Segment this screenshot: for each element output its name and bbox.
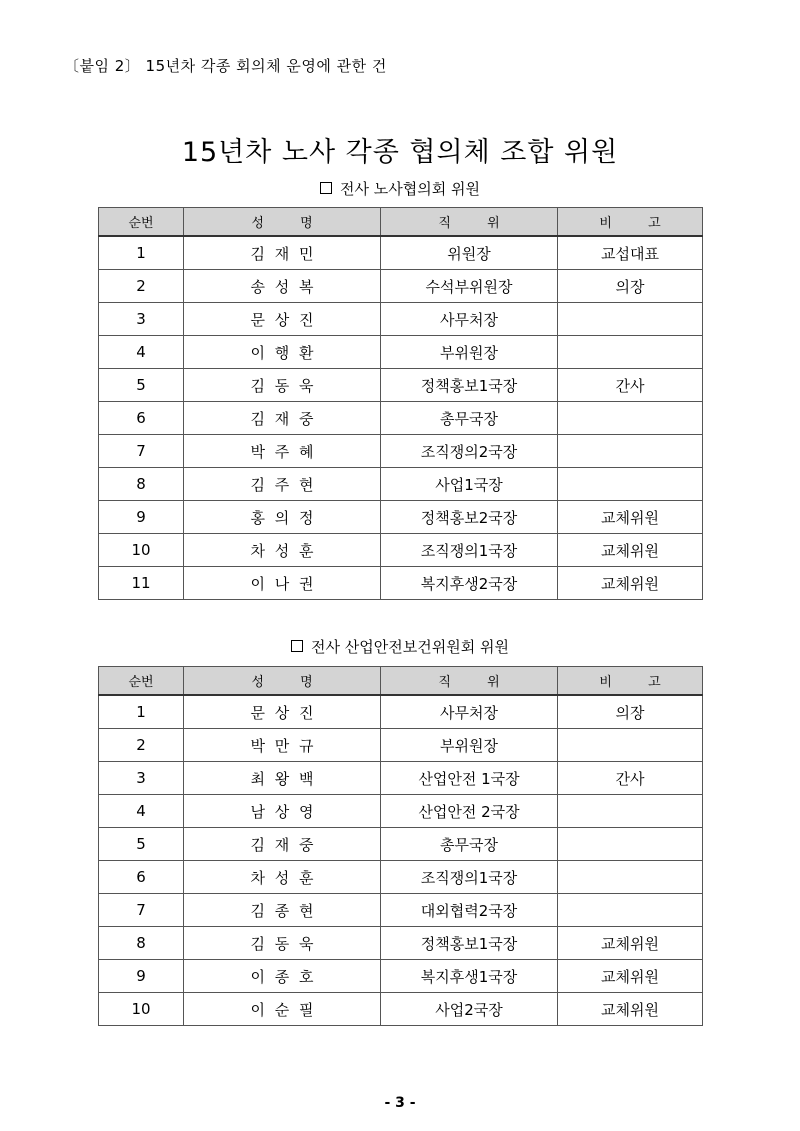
column-header-name: 성 명 <box>184 667 381 696</box>
cell-position: 조직쟁의1국장 <box>381 861 558 894</box>
cell-name: 이 나 권 <box>184 567 381 600</box>
cell-name: 이 행 환 <box>184 336 381 369</box>
cell-note <box>558 336 703 369</box>
table-row <box>99 894 703 927</box>
cell-name: 김 주 현 <box>184 468 381 501</box>
section2-title <box>0 636 800 657</box>
cell-position: 정책홍보1국장 <box>381 927 558 960</box>
cell-no: 7 <box>99 435 184 468</box>
table-row <box>99 729 703 762</box>
cell-name: 송 성 복 <box>184 270 381 303</box>
table-row <box>99 270 703 303</box>
cell-note <box>558 729 703 762</box>
cell-no: 2 <box>99 729 184 762</box>
cell-no: 1 <box>99 695 184 729</box>
cell-no: 9 <box>99 501 184 534</box>
table-row <box>99 435 703 468</box>
cell-name: 문 상 진 <box>184 303 381 336</box>
table-row <box>99 534 703 567</box>
cell-no: 8 <box>99 927 184 960</box>
cell-no: 4 <box>99 336 184 369</box>
cell-name: 남 상 영 <box>184 795 381 828</box>
cell-no: 3 <box>99 762 184 795</box>
cell-position: 복지후생1국장 <box>381 960 558 993</box>
column-header-position: 직 위 <box>381 208 558 237</box>
column-header-name: 성 명 <box>184 208 381 237</box>
cell-name: 김 재 중 <box>184 402 381 435</box>
cell-note <box>558 468 703 501</box>
safety-health-committee-table <box>98 666 703 1026</box>
cell-no: 10 <box>99 534 184 567</box>
cell-no: 7 <box>99 894 184 927</box>
cell-position: 부위원장 <box>381 336 558 369</box>
cell-note <box>558 894 703 927</box>
cell-position: 정책홍보1국장 <box>381 369 558 402</box>
cell-name: 김 동 욱 <box>184 927 381 960</box>
cell-position: 총무국장 <box>381 402 558 435</box>
column-header-no: 순번 <box>99 208 184 237</box>
checkbox-square-icon <box>291 640 303 652</box>
cell-position: 사무처장 <box>381 303 558 336</box>
cell-no: 9 <box>99 960 184 993</box>
cell-note: 교체위원 <box>558 927 703 960</box>
table-row <box>99 336 703 369</box>
cell-position: 복지후생2국장 <box>381 567 558 600</box>
attachment-header-note: 〔붙임 2〕 15년차 각종 회의체 운영에 관한 건 <box>64 57 387 75</box>
cell-position: 사업1국장 <box>381 468 558 501</box>
cell-name: 최 왕 백 <box>184 762 381 795</box>
table-row <box>99 828 703 861</box>
table-row <box>99 303 703 336</box>
cell-name: 이 종 호 <box>184 960 381 993</box>
table-row <box>99 795 703 828</box>
cell-no: 3 <box>99 303 184 336</box>
table-row <box>99 468 703 501</box>
document-title: 15년차 노사 각종 협의체 조합 위원 <box>181 137 619 168</box>
cell-no: 6 <box>99 861 184 894</box>
cell-name: 문 상 진 <box>184 695 381 729</box>
cell-no: 10 <box>99 993 184 1026</box>
table-row <box>99 236 703 270</box>
cell-note <box>558 828 703 861</box>
table-row <box>99 927 703 960</box>
cell-note: 교체위원 <box>558 993 703 1026</box>
cell-position: 수석부위원장 <box>381 270 558 303</box>
table-row <box>99 695 703 729</box>
cell-name: 김 동 욱 <box>184 369 381 402</box>
cell-name: 박 주 혜 <box>184 435 381 468</box>
cell-position: 산업안전 2국장 <box>381 795 558 828</box>
section1-title <box>0 178 800 199</box>
column-header-no: 순번 <box>99 667 184 696</box>
section2-table-body <box>99 695 703 1026</box>
column-header-position: 직 위 <box>381 667 558 696</box>
table-row <box>99 861 703 894</box>
cell-position: 조직쟁의1국장 <box>381 534 558 567</box>
cell-no: 5 <box>99 828 184 861</box>
cell-note: 의장 <box>558 270 703 303</box>
section2-title-text: 전사 산업안전보건위원회 위원 <box>311 638 509 656</box>
cell-position: 정책홍보2국장 <box>381 501 558 534</box>
page-number: - 3 - <box>384 1095 416 1111</box>
cell-name: 차 성 훈 <box>184 861 381 894</box>
cell-name: 홍 의 정 <box>184 501 381 534</box>
table-header-row <box>99 208 703 237</box>
cell-name: 김 재 중 <box>184 828 381 861</box>
cell-position: 산업안전 1국장 <box>381 762 558 795</box>
cell-note: 교섭대표 <box>558 236 703 270</box>
cell-position: 대외협력2국장 <box>381 894 558 927</box>
cell-note <box>558 795 703 828</box>
cell-position: 총무국장 <box>381 828 558 861</box>
cell-no: 4 <box>99 795 184 828</box>
column-header-note: 비 고 <box>558 667 703 696</box>
table-row <box>99 960 703 993</box>
cell-name: 김 재 민 <box>184 236 381 270</box>
cell-note: 간사 <box>558 369 703 402</box>
cell-position: 부위원장 <box>381 729 558 762</box>
cell-note <box>558 435 703 468</box>
section1-title-text: 전사 노사협의회 위원 <box>340 180 480 198</box>
cell-position: 조직쟁의2국장 <box>381 435 558 468</box>
cell-no: 6 <box>99 402 184 435</box>
cell-note <box>558 303 703 336</box>
cell-note <box>558 861 703 894</box>
cell-no: 5 <box>99 369 184 402</box>
cell-no: 11 <box>99 567 184 600</box>
cell-no: 1 <box>99 236 184 270</box>
cell-note: 교체위원 <box>558 960 703 993</box>
cell-name: 박 만 규 <box>184 729 381 762</box>
cell-name: 김 종 현 <box>184 894 381 927</box>
cell-note: 간사 <box>558 762 703 795</box>
cell-note: 교체위원 <box>558 534 703 567</box>
cell-no: 8 <box>99 468 184 501</box>
cell-no: 2 <box>99 270 184 303</box>
table-row <box>99 501 703 534</box>
cell-note <box>558 402 703 435</box>
table-row <box>99 762 703 795</box>
cell-name: 차 성 훈 <box>184 534 381 567</box>
table-row <box>99 567 703 600</box>
column-header-note: 비 고 <box>558 208 703 237</box>
table-row <box>99 402 703 435</box>
cell-position: 위원장 <box>381 236 558 270</box>
section1-table-body <box>99 236 703 600</box>
cell-note: 교체위원 <box>558 567 703 600</box>
cell-note: 의장 <box>558 695 703 729</box>
labor-management-council-table <box>98 207 703 600</box>
table-row <box>99 993 703 1026</box>
table-header-row <box>99 667 703 696</box>
cell-position: 사무처장 <box>381 695 558 729</box>
checkbox-square-icon <box>320 182 332 194</box>
cell-name: 이 순 필 <box>184 993 381 1026</box>
table-row <box>99 369 703 402</box>
cell-position: 사업2국장 <box>381 993 558 1026</box>
cell-note: 교체위원 <box>558 501 703 534</box>
